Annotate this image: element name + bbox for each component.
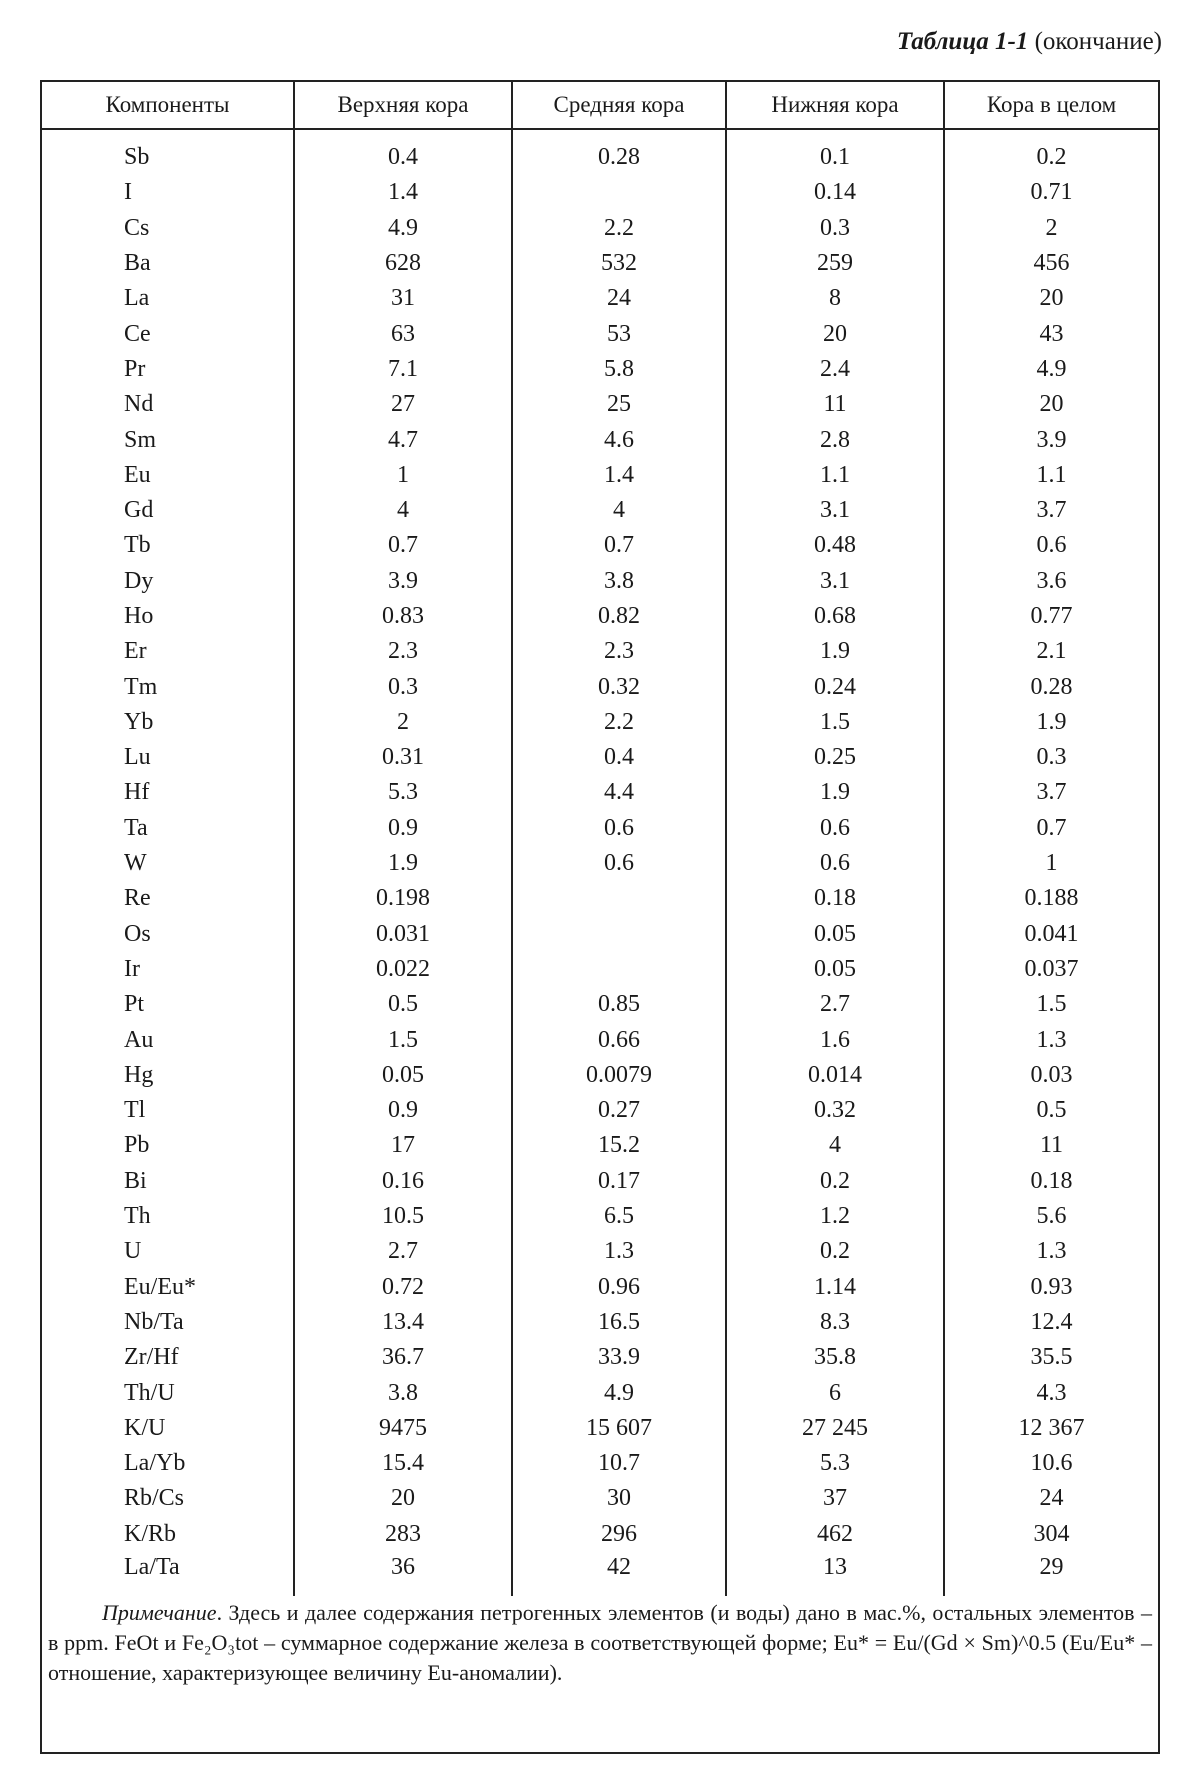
cell-total-crust: 20	[944, 387, 1158, 422]
cell-total-crust: 0.77	[944, 599, 1158, 634]
cell-upper-crust: 5.3	[294, 775, 512, 810]
cell-lower-crust: 0.68	[726, 599, 944, 634]
cell-total-crust: 1.3	[944, 1234, 1158, 1269]
cell-lower-crust: 3.1	[726, 564, 944, 599]
cell-middle-crust: 0.85	[512, 987, 726, 1022]
table-row	[42, 987, 1158, 1022]
cell-upper-crust: 0.031	[294, 917, 512, 952]
cell-lower-crust: 2.4	[726, 352, 944, 387]
cell-middle-crust: 4	[512, 493, 726, 528]
cell-middle-crust: 3.8	[512, 564, 726, 599]
cell-total-crust: 0.71	[944, 175, 1158, 210]
cell-upper-crust: 628	[294, 246, 512, 281]
cell-component: Cs	[124, 214, 150, 241]
cell-middle-crust: 25	[512, 387, 726, 422]
cell-upper-crust: 13.4	[294, 1305, 512, 1340]
table-row	[42, 1552, 1158, 1596]
cell-middle-crust: 0.96	[512, 1270, 726, 1305]
table-row	[42, 1411, 1158, 1446]
cell-lower-crust: 2.7	[726, 987, 944, 1022]
cell-lower-crust: 1.9	[726, 775, 944, 810]
cell-lower-crust: 0.014	[726, 1058, 944, 1093]
table-body	[42, 129, 1158, 1596]
cell-total-crust: 0.7	[944, 811, 1158, 846]
table-row	[42, 740, 1158, 775]
cell-total-crust: 0.041	[944, 917, 1158, 952]
cell-lower-crust: 1.2	[726, 1199, 944, 1234]
cell-middle-crust: 532	[512, 246, 726, 281]
cell-lower-crust: 0.05	[726, 917, 944, 952]
cell-lower-crust: 1.5	[726, 705, 944, 740]
cell-lower-crust: 259	[726, 246, 944, 281]
cell-middle-crust: 0.28	[512, 129, 726, 175]
table-row	[42, 387, 1158, 422]
cell-upper-crust: 2.7	[294, 1234, 512, 1269]
cell-lower-crust: 0.18	[726, 881, 944, 916]
cell-lower-crust: 0.14	[726, 175, 944, 210]
table-row	[42, 1199, 1158, 1234]
table-row	[42, 1022, 1158, 1057]
cell-upper-crust: 2	[294, 705, 512, 740]
cell-middle-crust: 4.9	[512, 1375, 726, 1410]
table-row	[42, 422, 1158, 457]
cell-total-crust: 0.037	[944, 952, 1158, 987]
table-header	[42, 82, 1158, 129]
table-row	[42, 917, 1158, 952]
cell-total-crust: 4.3	[944, 1375, 1158, 1410]
cell-upper-crust: 0.05	[294, 1058, 512, 1093]
cell-middle-crust: 4.4	[512, 775, 726, 810]
cell-upper-crust: 0.83	[294, 599, 512, 634]
cell-lower-crust: 2.8	[726, 422, 944, 457]
cell-component: Eu/Eu*	[124, 1273, 196, 1300]
cell-middle-crust: 10.7	[512, 1446, 726, 1481]
cell-middle-crust: 15.2	[512, 1128, 726, 1163]
cell-component: Th/U	[124, 1379, 175, 1406]
cell-total-crust: 11	[944, 1128, 1158, 1163]
cell-lower-crust: 0.6	[726, 811, 944, 846]
cell-component: I	[124, 179, 132, 206]
cell-middle-crust: 0.6	[512, 811, 726, 846]
table-row	[42, 1128, 1158, 1163]
cell-middle-crust: 1.3	[512, 1234, 726, 1269]
cell-upper-crust: 20	[294, 1481, 512, 1516]
cell-middle-crust: 6.5	[512, 1199, 726, 1234]
cell-total-crust: 0.18	[944, 1164, 1158, 1199]
table-row	[42, 599, 1158, 634]
cell-total-crust: 43	[944, 316, 1158, 351]
cell-middle-crust: 0.6	[512, 846, 726, 881]
cell-component: Hg	[124, 1061, 154, 1088]
cell-lower-crust: 1.6	[726, 1022, 944, 1057]
cell-total-crust: 1.5	[944, 987, 1158, 1022]
table-row	[42, 846, 1158, 881]
table-row	[42, 1446, 1158, 1481]
cell-middle-crust	[512, 175, 726, 210]
cell-lower-crust: 0.2	[726, 1164, 944, 1199]
table-row	[42, 175, 1158, 210]
header-row	[42, 82, 1158, 129]
table-row	[42, 1270, 1158, 1305]
cell-component: Bi	[124, 1167, 147, 1194]
cell-upper-crust: 4	[294, 493, 512, 528]
cell-component: U	[124, 1238, 142, 1265]
cell-component: Ir	[124, 955, 140, 982]
cell-component: K/Rb	[124, 1520, 177, 1547]
cell-total-crust: 2.1	[944, 634, 1158, 669]
cell-total-crust: 1.9	[944, 705, 1158, 740]
cell-middle-crust: 0.66	[512, 1022, 726, 1057]
cell-upper-crust: 3.9	[294, 564, 512, 599]
cell-total-crust: 1	[944, 846, 1158, 881]
table-row	[42, 634, 1158, 669]
data-table	[42, 82, 1158, 1596]
cell-total-crust: 0.5	[944, 1093, 1158, 1128]
cell-total-crust: 12.4	[944, 1305, 1158, 1340]
cell-component: Tl	[124, 1097, 146, 1124]
cell-lower-crust: 8.3	[726, 1305, 944, 1340]
cell-total-crust: 4.9	[944, 352, 1158, 387]
note-label: Примечание	[102, 1600, 217, 1625]
cell-upper-crust: 0.72	[294, 1270, 512, 1305]
cell-total-crust: 3.7	[944, 775, 1158, 810]
cell-upper-crust: 1.9	[294, 846, 512, 881]
table-caption	[897, 28, 1162, 56]
cell-upper-crust: 0.16	[294, 1164, 512, 1199]
cell-upper-crust: 9475	[294, 1411, 512, 1446]
table-row	[42, 669, 1158, 704]
table-row	[42, 1481, 1158, 1516]
table-note	[48, 1598, 1152, 1688]
cell-lower-crust: 0.24	[726, 669, 944, 704]
cell-lower-crust: 27 245	[726, 1411, 944, 1446]
cell-upper-crust: 4.9	[294, 211, 512, 246]
cell-upper-crust: 4.7	[294, 422, 512, 457]
cell-component: Ta	[124, 814, 148, 841]
table-caption-label: Таблица 1-1	[896, 28, 1029, 55]
cell-lower-crust: 0.2	[726, 1234, 944, 1269]
cell-component: Nd	[124, 391, 154, 418]
cell-component: Os	[124, 920, 151, 947]
cell-total-crust: 0.188	[944, 881, 1158, 916]
cell-upper-crust: 3.8	[294, 1375, 512, 1410]
table-row	[42, 811, 1158, 846]
cell-component: La/Yb	[124, 1450, 186, 1477]
cell-middle-crust: 0.0079	[512, 1058, 726, 1093]
cell-middle-crust: 0.7	[512, 528, 726, 563]
cell-lower-crust: 13	[726, 1552, 944, 1596]
table-row	[42, 564, 1158, 599]
cell-component: Zr/Hf	[124, 1344, 179, 1371]
cell-middle-crust	[512, 917, 726, 952]
cell-component: Au	[124, 1026, 154, 1053]
cell-component: Tm	[124, 673, 158, 700]
cell-upper-crust: 17	[294, 1128, 512, 1163]
cell-upper-crust: 63	[294, 316, 512, 351]
cell-total-crust: 456	[944, 246, 1158, 281]
cell-component: Dy	[124, 567, 154, 594]
cell-total-crust: 24	[944, 1481, 1158, 1516]
cell-middle-crust: 1.4	[512, 458, 726, 493]
cell-middle-crust: 2.2	[512, 211, 726, 246]
cell-lower-crust: 0.32	[726, 1093, 944, 1128]
cell-upper-crust: 0.9	[294, 811, 512, 846]
cell-total-crust: 304	[944, 1517, 1158, 1552]
table-row	[42, 211, 1158, 246]
cell-component: Hf	[124, 779, 150, 806]
cell-upper-crust: 36.7	[294, 1340, 512, 1375]
cell-middle-crust: 2.3	[512, 634, 726, 669]
cell-lower-crust: 1.1	[726, 458, 944, 493]
cell-total-crust: 5.6	[944, 1199, 1158, 1234]
cell-upper-crust: 0.5	[294, 987, 512, 1022]
cell-component: La	[124, 285, 150, 312]
cell-upper-crust: 2.3	[294, 634, 512, 669]
cell-middle-crust: 42	[512, 1552, 726, 1596]
cell-component: Th	[124, 1203, 151, 1230]
header-total-crust: Кора в целом	[944, 82, 1158, 129]
cell-upper-crust: 27	[294, 387, 512, 422]
cell-lower-crust: 0.25	[726, 740, 944, 775]
cell-upper-crust: 0.7	[294, 528, 512, 563]
cell-component: Lu	[124, 744, 151, 771]
cell-component: K/U	[124, 1414, 166, 1441]
cell-total-crust: 2	[944, 211, 1158, 246]
table-row	[42, 458, 1158, 493]
table-frame	[40, 80, 1160, 1754]
cell-component: Pr	[124, 355, 146, 382]
cell-component: Re	[124, 885, 151, 912]
cell-lower-crust: 0.3	[726, 211, 944, 246]
cell-upper-crust: 1.5	[294, 1022, 512, 1057]
cell-upper-crust: 0.3	[294, 669, 512, 704]
cell-component: Ba	[124, 250, 151, 277]
cell-component: Sb	[124, 144, 150, 171]
cell-lower-crust: 1.9	[726, 634, 944, 669]
cell-middle-crust: 33.9	[512, 1340, 726, 1375]
cell-upper-crust: 10.5	[294, 1199, 512, 1234]
cell-component: Sm	[124, 426, 157, 453]
table-row	[42, 952, 1158, 987]
cell-middle-crust: 5.8	[512, 352, 726, 387]
table-row	[42, 281, 1158, 316]
cell-total-crust: 10.6	[944, 1446, 1158, 1481]
cell-component: Eu	[124, 461, 151, 488]
cell-upper-crust: 1	[294, 458, 512, 493]
cell-total-crust: 3.6	[944, 564, 1158, 599]
note-text: . Здесь и далее содержания петрогенных элементов (и воды) дано в мас.%, остальных элементов – в ppm. FeOt и Fe₂O₃tot – суммарное содержание железа в соответствующей форме; Eu* = Eu/(Gd × Sm)^0.5 (Eu/Eu* – отношение, характеризующее величину Eu-аномалии).	[48, 1600, 1152, 1685]
cell-component: Pt	[124, 991, 145, 1018]
cell-lower-crust: 8	[726, 281, 944, 316]
cell-upper-crust: 31	[294, 281, 512, 316]
cell-lower-crust: 0.48	[726, 528, 944, 563]
cell-middle-crust: 53	[512, 316, 726, 351]
cell-middle-crust: 15 607	[512, 1411, 726, 1446]
cell-component: Tb	[124, 532, 151, 559]
cell-component: Ho	[124, 603, 154, 629]
cell-component: La/Ta	[124, 1553, 180, 1580]
table-row	[42, 1305, 1158, 1340]
header-lower-crust: Нижняя кора	[726, 82, 944, 129]
cell-lower-crust: 1.14	[726, 1270, 944, 1305]
table-row	[42, 493, 1158, 528]
cell-middle-crust: 0.4	[512, 740, 726, 775]
cell-upper-crust: 15.4	[294, 1446, 512, 1481]
table-row	[42, 1340, 1158, 1375]
cell-total-crust: 20	[944, 281, 1158, 316]
table-row	[42, 881, 1158, 916]
cell-total-crust: 0.3	[944, 740, 1158, 775]
cell-total-crust: 3.9	[944, 422, 1158, 457]
table-row	[42, 352, 1158, 387]
cell-total-crust: 0.28	[944, 669, 1158, 704]
table-row	[42, 1058, 1158, 1093]
cell-total-crust: 1.3	[944, 1022, 1158, 1057]
cell-middle-crust	[512, 952, 726, 987]
cell-upper-crust: 36	[294, 1552, 512, 1596]
table-row	[42, 1164, 1158, 1199]
table-row	[42, 1375, 1158, 1410]
header-components: Компоненты	[42, 82, 294, 129]
cell-component: Yb	[124, 708, 154, 735]
cell-component: Gd	[124, 497, 154, 524]
table-row	[42, 1234, 1158, 1269]
table-row	[42, 1093, 1158, 1128]
table-row	[42, 316, 1158, 351]
table-row	[42, 528, 1158, 563]
cell-total-crust: 35.5	[944, 1340, 1158, 1375]
cell-middle-crust: 296	[512, 1517, 726, 1552]
cell-middle-crust: 0.32	[512, 669, 726, 704]
cell-upper-crust: 0.31	[294, 740, 512, 775]
cell-lower-crust: 35.8	[726, 1340, 944, 1375]
cell-middle-crust: 4.6	[512, 422, 726, 457]
cell-component: Nb/Ta	[124, 1308, 184, 1335]
cell-component: Pb	[124, 1132, 150, 1159]
cell-middle-crust: 2.2	[512, 705, 726, 740]
header-upper-crust: Верхняя кора	[294, 82, 512, 129]
table-row	[42, 1517, 1158, 1552]
cell-total-crust: 29	[944, 1552, 1158, 1596]
cell-lower-crust: 0.6	[726, 846, 944, 881]
cell-middle-crust: 0.82	[512, 599, 726, 634]
table-caption-suffix: (окончание)	[1028, 28, 1162, 55]
cell-total-crust: 1.1	[944, 458, 1158, 493]
cell-component: Er	[124, 638, 147, 665]
cell-lower-crust: 462	[726, 1517, 944, 1552]
cell-total-crust: 0.93	[944, 1270, 1158, 1305]
table-row	[42, 775, 1158, 810]
cell-lower-crust: 0.1	[726, 129, 944, 175]
table-row	[42, 129, 1158, 175]
cell-upper-crust: 0.4	[294, 129, 512, 175]
cell-upper-crust: 1.4	[294, 175, 512, 210]
cell-upper-crust: 0.198	[294, 881, 512, 916]
table-row	[42, 246, 1158, 281]
cell-total-crust: 12 367	[944, 1411, 1158, 1446]
table-row	[42, 705, 1158, 740]
cell-middle-crust: 24	[512, 281, 726, 316]
cell-middle-crust: 16.5	[512, 1305, 726, 1340]
cell-middle-crust: 0.27	[512, 1093, 726, 1128]
cell-component: W	[124, 850, 147, 877]
cell-lower-crust: 3.1	[726, 493, 944, 528]
cell-total-crust: 3.7	[944, 493, 1158, 528]
cell-total-crust: 0.2	[944, 129, 1158, 175]
cell-upper-crust: 0.022	[294, 952, 512, 987]
cell-lower-crust: 20	[726, 316, 944, 351]
cell-lower-crust: 37	[726, 1481, 944, 1516]
cell-component: Rb/Cs	[124, 1485, 185, 1512]
cell-middle-crust: 30	[512, 1481, 726, 1516]
cell-total-crust: 0.03	[944, 1058, 1158, 1093]
cell-lower-crust: 5.3	[726, 1446, 944, 1481]
cell-component: Ce	[124, 320, 151, 347]
cell-lower-crust: 4	[726, 1128, 944, 1163]
cell-lower-crust: 11	[726, 387, 944, 422]
cell-upper-crust: 0.9	[294, 1093, 512, 1128]
cell-middle-crust: 0.17	[512, 1164, 726, 1199]
header-middle-crust: Средняя кора	[512, 82, 726, 129]
cell-middle-crust	[512, 881, 726, 916]
cell-lower-crust: 6	[726, 1375, 944, 1410]
cell-total-crust: 0.6	[944, 528, 1158, 563]
cell-upper-crust: 283	[294, 1517, 512, 1552]
cell-lower-crust: 0.05	[726, 952, 944, 987]
cell-upper-crust: 7.1	[294, 352, 512, 387]
